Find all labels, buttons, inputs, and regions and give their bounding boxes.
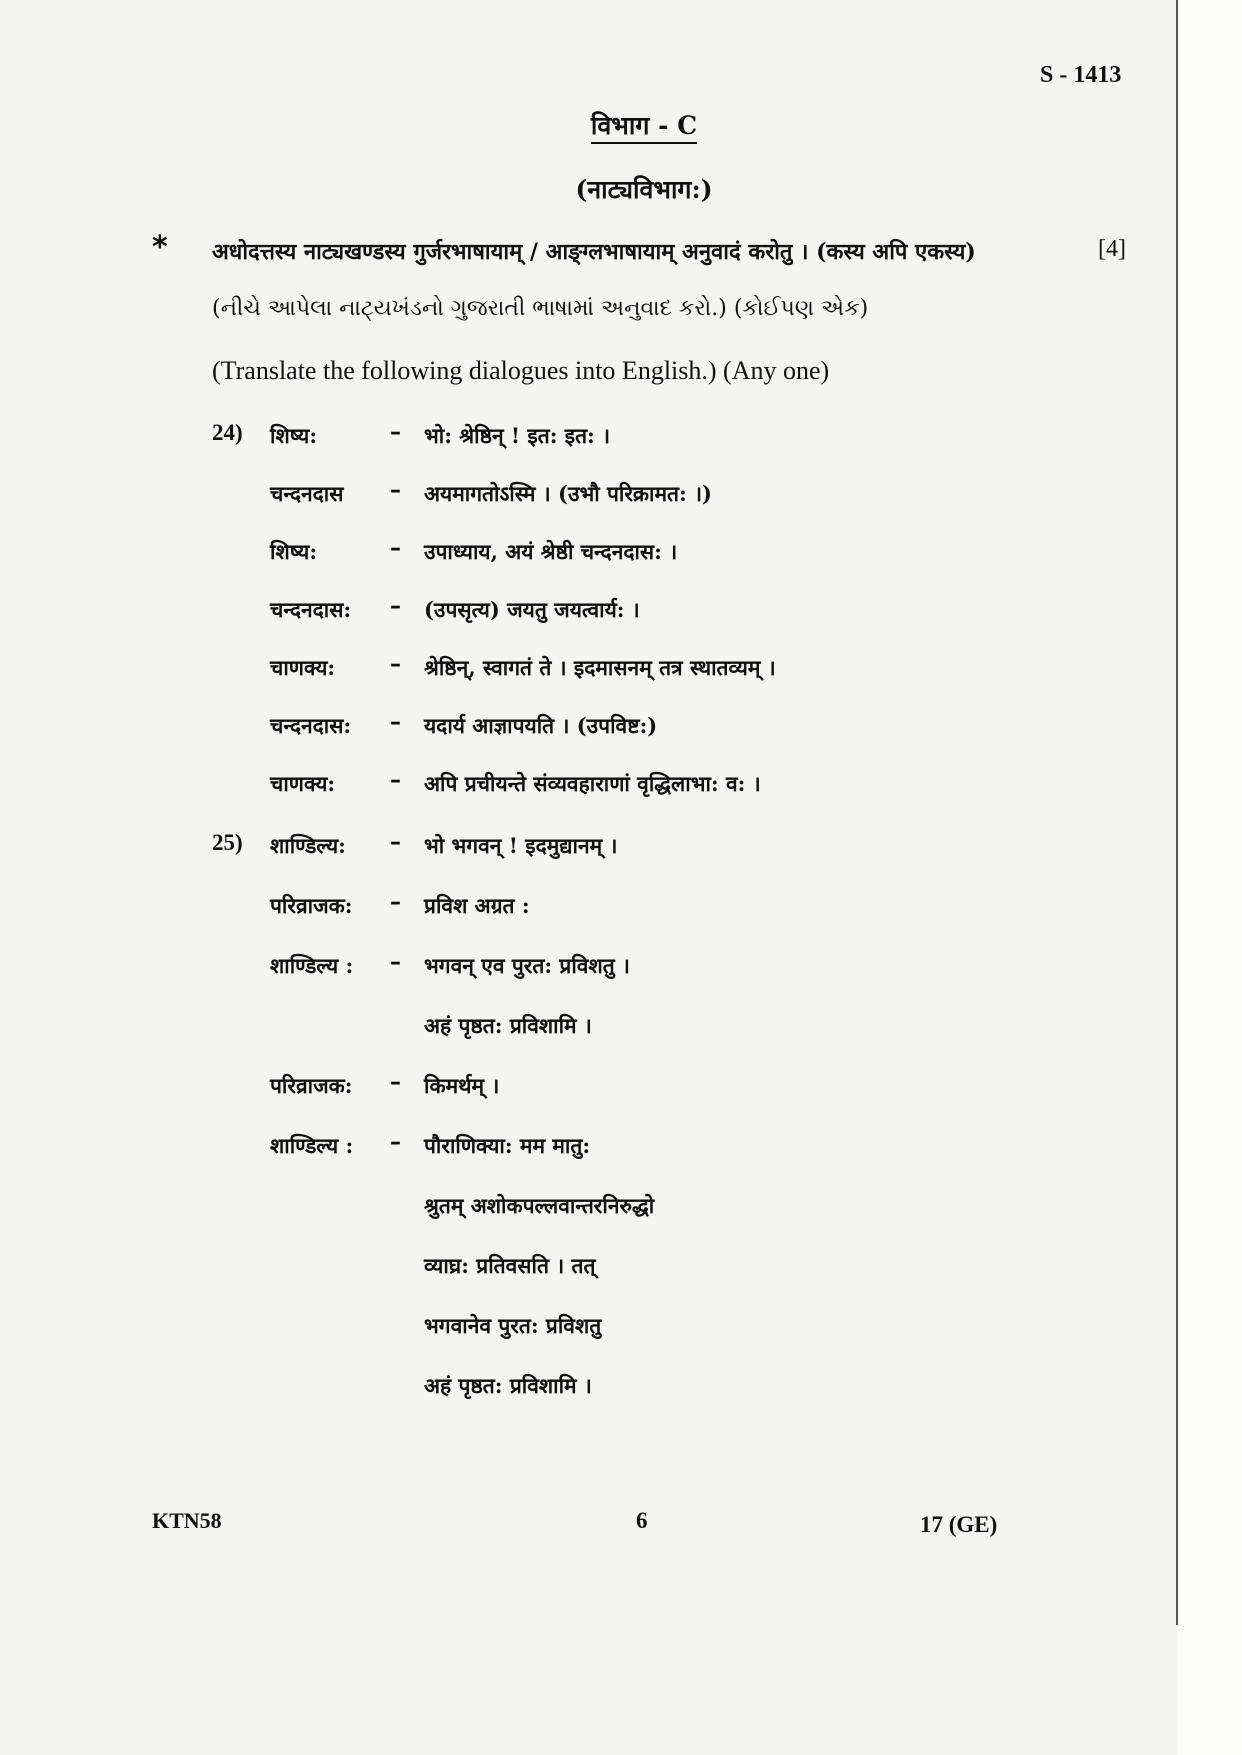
dialogue-line: भगवन् एव पुरत: प्रविशतु । [424,953,630,978]
dialogue-speaker: शाण्डिल्य : [270,953,354,978]
footer-code: KTN58 [152,1508,222,1533]
dialogue-line: अहं पृष्ठत: प्रविशामि । [424,1373,592,1398]
dialogue-dash: – [390,950,401,975]
dialogue-line: अयमागतोऽस्मि । (उभौ परिक्रामत: ।) [424,481,712,506]
section-subheading: (नाट्यविभाग:) [575,175,713,204]
dialogue-speaker: शाण्डिल्य : [270,1133,354,1158]
dialogue-speaker: परिव्राजक: [270,1073,353,1098]
dialogue-line: श्रुतम् अशोकपल्लवान्तरनिरुद्धो [424,1193,655,1218]
dialogue-dash: – [390,652,401,677]
dialogue-speaker: चन्दनदास: [270,713,352,738]
dialogue-speaker: चन्दनदास: [270,597,352,622]
page-number: 6 [636,1508,648,1533]
dialogue-speaker: शाण्डिल्य: [270,833,346,858]
dialogue-dash: – [390,536,401,561]
dialogue-speaker: चन्दनदास [270,481,344,506]
dialogue-dash: – [390,594,401,619]
dialogue-line: यदार्य आज्ञापयति । (उपविष्ट:) [424,713,658,738]
marks-label: [4] [1098,236,1126,262]
question-number-25: 25) [212,830,243,855]
dialogue-dash: – [390,420,401,445]
dialogue-line: पौराणिक्या: मम मातु: [424,1133,591,1158]
dialogue-line: अपि प्रचीयन्ते संव्यवहाराणां वृद्धिलाभा: व: । [424,771,761,796]
dialogue-line: श्रेष्ठिन्, स्वागतं ते । इदमासनम् तत्र स्थातव्यम् । [424,655,776,680]
dialogue-line: (उपसृत्य) जयतु जयत्वार्य: । [424,597,640,622]
dialogue-line: व्याघ्र: प्रतिवसति । तत् [424,1253,596,1278]
instruction-sanskrit: अधोदत्तस्य नाट्यखण्डस्य गुर्जरभाषायाम् / आङ्ग्लभाषायाम् अनुवादं करोतु । (कस्य अपि एकस्य) [212,239,976,265]
dialogue-speaker: चाणक्य: [270,655,336,680]
dialogue-line: प्रविश अग्रत : [424,893,530,918]
dialogue-line: भो: श्रेष्ठिन् ! इत: इत: । [424,423,611,448]
instruction-english: (Translate the following dialogues into English.) (Any one) [212,356,830,385]
page-edge [1176,0,1178,1625]
dialogue-line: किमर्थम् । [424,1073,500,1098]
dialogue-speaker: शिष्य: [270,423,318,448]
dialogue-line: भगवानेव पुरत: प्रविशतु [424,1313,602,1338]
dialogue-dash: – [390,1070,401,1095]
dialogue-dash: – [390,768,401,793]
dialogue-speaker: शिष्य: [270,539,318,564]
dialogue-speaker: परिव्राजक: [270,893,353,918]
instruction-gujarati: (નીચે આપેલા નાટ્યખંડનો ગુજરાતી ભાષામાં અનુવાદ કરો.) (કોઈપણ એક) [212,296,869,321]
dialogue-dash: – [390,1130,401,1155]
section-heading-text: विभाग - C [591,111,697,144]
footer-code-right: 17 (GE) [920,1512,998,1537]
paper-code: S - 1413 [1040,62,1122,88]
question-number-24: 24) [212,420,243,445]
dialogue-line: अहं पृष्ठत: प्रविशामि । [424,1013,592,1038]
section-heading [0,108,1242,142]
dialogue-dash: – [390,478,401,503]
dialogue-line: उपाध्याय, अयं श्रेष्ठी चन्दनदास: । [424,539,678,564]
dialogue-speaker: चाणक्य: [270,771,336,796]
dialogue-dash: – [390,830,401,855]
instruction-star: * [152,230,168,265]
dialogue-dash: – [390,890,401,915]
page-margin [1178,0,1242,1755]
dialogue-dash: – [390,710,401,735]
dialogue-line: भो भगवन् ! इदमुद्यानम् । [424,833,618,858]
